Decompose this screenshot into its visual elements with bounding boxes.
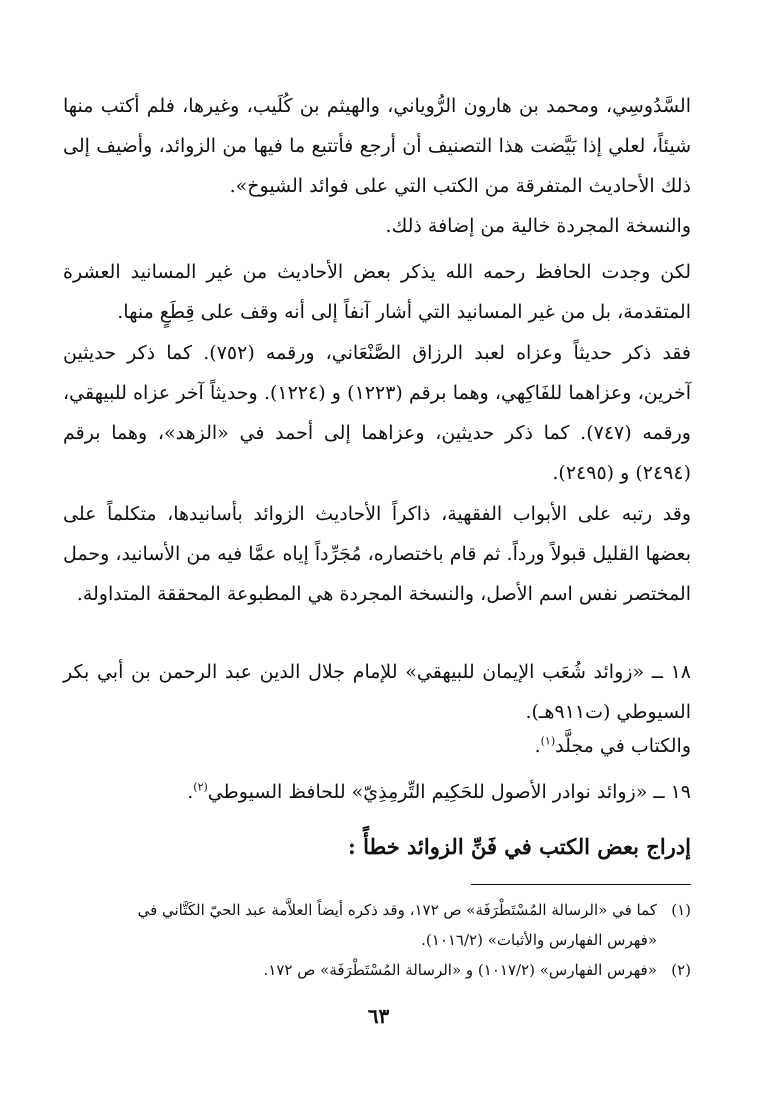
- footnote-1: [63, 895, 691, 955]
- footnote-divider: [471, 884, 691, 885]
- paragraph-5: وقد رتبه على الأبواب الفقهية، ذاكراً الأحاديث الزوائد بأسانيدها، متكلماً على بعضها القليل قبولاً ورداً. ثم قام باختصاره، مُجَرِّداً إياه عمَّا فيه من الأسانيد، وحمل المختصر نفس اسم الأصل، والنسخة المجردة هي المطبوعة المحققة المتداولة.: [63, 503, 691, 605]
- item-18: ١٨ ــ «زوائد شُعَب الإيمان للبيهقي» للإمام جلال الدين عبد الرحمن بن أبي بكر السيوطي (ت٩١١هـ).: [63, 661, 691, 723]
- footnote-1-line-2: «فهرس الفهارس والأثبات» (١٠١٦/٢).: [421, 931, 657, 949]
- section-heading: إدراج بعض الكتب في فَنِّ الزوائد خطأً :: [348, 834, 691, 859]
- footnote-1-text: كما في «الرسالة المُسْتَطْرَفَة» ص ١٧٢، وقد ذكره أيضاً العلاَّمة عبد الحيّ الكَتَّاني في: [137, 901, 657, 919]
- item-18-volume-note: [63, 726, 691, 766]
- footnote-2-line: [63, 955, 691, 985]
- item-19: [63, 772, 691, 812]
- paragraph-2: والنسخة المجردة خالية من إضافة ذلك.: [385, 215, 691, 237]
- footnote-ref-1: (١): [540, 734, 556, 748]
- item-18-volume-text: والكتاب في مجلَّد: [555, 735, 691, 757]
- footnote-2: [63, 955, 691, 985]
- item-19-end: .: [187, 781, 194, 803]
- page-number: ٦٣: [367, 1004, 390, 1028]
- paragraph-3: لكن وجدت الحافظ رحمه الله يذكر بعض الأحاديث من غير المسانيد العشرة المتقدمة، بل من غير المسانيد التي أشار آنفاً إلى أنه وقف على قِطَعٍ منها.: [63, 261, 691, 323]
- paragraph-1: السَّدُوسِي، ومحمد بن هارون الرُّوياني، والهيثم بن كُلَيب، وغيرها، فلم أكتب منها شيئاً، لعلي إذا بَيَّضت هذا التصنيف أن أرجع فأتتبع ما فيها من الزوائد، وأضيف إلى ذلك الأحاديث المتفرقة من الكتب التي على فوائد الشيوخ».: [63, 95, 691, 197]
- footnote-1-line-1: [63, 895, 691, 925]
- footnote-2-text: «فهرس الفهارس» (١٠١٧/٢) و «الرسالة المُسْتَطْرَفَة» ص ١٧٢.: [263, 961, 657, 979]
- footnote-ref-2: (٢): [193, 780, 208, 794]
- footnote-1-marker: (١): [671, 901, 691, 919]
- item-18-volume-end: .: [534, 735, 541, 757]
- paragraph-4: فقد ذكر حديثاً وعزاه لعبد الرزاق الصَّنْعَاني، ورقمه (٧٥٢). كما ذكر حديثين آخرين، وعزاهما للفَاكِهي، وهما برقم (١٢٢٣) و (١٢٢٤). وحديثاً آخر عزاه للبيهقي، ورقمه (٧٤٧). كما ذكر حديثين، وعزاهما إلى أحمد في «الزهد»، وهما برقم (٢٤٩٤) و (٢٤٩٥).: [63, 342, 691, 484]
- footnote-2-marker: (٢): [671, 961, 691, 979]
- item-19-text: ١٩ ــ «زوائد نوادر الأصول للحَكِيم التِّرمِذِيّ» للحافظ السيوطي: [207, 781, 691, 803]
